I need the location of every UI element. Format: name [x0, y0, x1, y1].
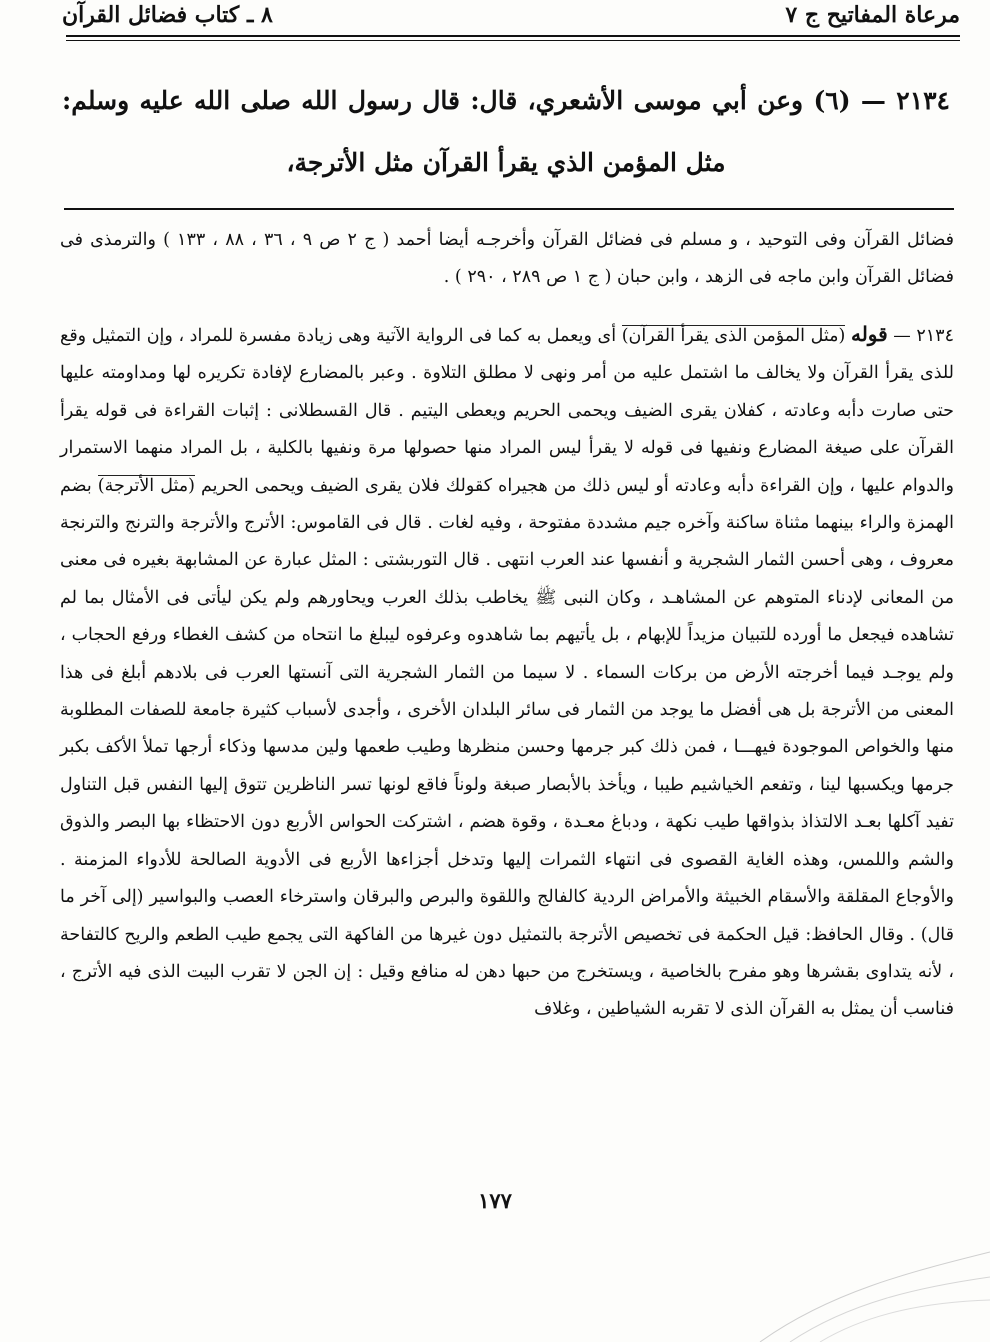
running-header — [62, 0, 960, 30]
hadith-text: (٦) وعن أبي موسى الأشعري، قال: قال رسول الله صلى الله عليه وسلم: مثل المؤمن الذي يقرأ القرآن مثل الأترجة، — [62, 86, 851, 177]
commentary-number: ٢١٣٤ — [916, 326, 954, 346]
chapter-title: ٨ ـ كتاب فضائل القرآن — [62, 2, 273, 28]
commentary-dash: — — [893, 326, 911, 346]
quoted-term-believer: (مثل المؤمن الذى يقرأ القرآن) — [621, 326, 846, 346]
hadith-number: ٢١٣٤ — [896, 86, 950, 115]
quoted-term-citron: (مثل الأترجة) — [97, 475, 195, 496]
hadith-text-block — [62, 70, 950, 194]
commentary-part-2: بضم الهمزة والراء بينهما مثناة ساكنة وآخره جيم مشددة مفتوحة ، وفيه لغات . قال فى القاموس: الأترج والأترجة والترنج والترنجة معروف ، وهى أحسن الثمار الشجرية و أنفسها عند العرب انتهى . قال التوربشتى : المثل عبارة عن المشابهة بغيره فى معنى من المعانى لإدناء المتوهم عن المشاهـد ، وكان النبى ﷺ يخاطب بذلك العرب ويحاورهم ولم يكن ليأتى فى الأمثال بما لم تشاهده فيجعل ما أورده للتبيان مزيداً للإبهام ، بل يأتيهم بما شاهدوه وعرفوه ليبلغ ما انتحاه من كشف الغطاء ورفع الحجاب ، ولم يوجـد فيما أخرجته الأرض من بركات السماء . لا سيما من الثمار الشجرية التى آنستها العرب فى بلادهم أبلغ فى هذا المعنى من الأترجة بل هى أفضل ما يوجد من الثمار فى سائر البلدان الأخرى ، وأجدى لأسباب كثيرة جامعة للصفات المطلوبة منها والخواص الموجودة فيهـــا ، فمن ذلك كبر جرمها وحسن منظرها وطيب طعمها ولين مدسها وذكاء أرجها تملأ الأكف بكبر جرمها ويكسبها لينا ، وتفعم الخياشيم طيبا ، ويأخذ بالأبصار صبغة ولوناً فاقع لونها تسر الناظرين تتوق إليها النفس قبل التناول تفيد آكلها بعـد الالتذاذ بذواقها طيب نكهة ، ودباغ معـدة ، وقوة هضم ، اشتركت الحواس الأربع دون الاحتظاء بها البصر والذوق والشم واللمس، وهذه الغاية القصوى فى انتهاء الثمرات إليها وتدخل أجزاءها الأربع فى الأدوية الصالحة للأدواء المزمنة . والأوجاع المقلقة والأسقام الخبيثة والأمراض الردية كالفالج واللقوة والبرص والبرقان واسترخاء العصب والبواسير (إلى آخر ما قال) . وقال الحافظ: قيل الحكمة فى تخصيص الأترجة بالتمثيل دون غيرها من الفاكهة التى يجمع طيب الطعم والريح كالتفاحة ، لأنه يتداوى بقشرها وهو مفرح بالخاصية ، ويستخرج من حبها دهن له منافع وقيل : إن الجن لا تقرب البيت الذى فيه الأترج ، فناسب أن يمثل به القرآن الذى لا تقربه الشياطين ، وغلاف — [60, 475, 954, 1020]
takhrij-paragraph — [60, 222, 954, 296]
book-title: مرعاة المفاتيح ج ٧ — [785, 2, 960, 28]
page-curl-mark — [750, 1232, 990, 1342]
commentary-label: قوله — [850, 322, 888, 346]
section-divider — [64, 208, 954, 210]
takhrij-text: فضائل القرآن وفى التوحيد ، و مسلم فى فضائل القرآن وأخرجـه أيضا أحمد ( ج ٢ ص ٩ ، ٣٦ ، ٨٨ ، ١٣٣ ) والترمذى فى فضائل القرآن وابن ماجه فى الزهد ، وابن حبان ( ج ١ ص ٢٨٩ ، ٢٩٠ ) . — [60, 230, 954, 287]
page-number: ١٧٧ — [478, 1188, 512, 1213]
hadith-dash: — — [860, 86, 886, 115]
commentary-paragraph — [60, 316, 954, 1029]
commentary-part-1: أى ويعمل به كما فى الرواية الآتية وهى زيادة مفسرة للمراد ، وإن التمثيل وقع للذى يقرأ القرآن ولا يخالف ما اشتمل عليه من أمر ونهى لا مطلق التلاوة . وعبر بالمضارع لإفادة تكريره لها ومداومته عليها حتى صارت دأبه وعادته ، كفلان يقرى الضيف ويحمى الحريم ويعطى اليتيم . قال القسطلانى : إثبات القراءة فى قوله يقرأ القرآن على صيغة المضارع ونفيها فى قوله لا يقرأ ليس المراد منها حصولها مرة ونفيها بالكلية ، بل المراد منهما الاستمرار والدوام عليها ، وإن القراءة دأبه وعادته أو ليس ذلك من هجيراه كقولك فلان يقرى الضيف ويحمى الحريم — [60, 326, 954, 496]
header-rule — [66, 35, 960, 41]
